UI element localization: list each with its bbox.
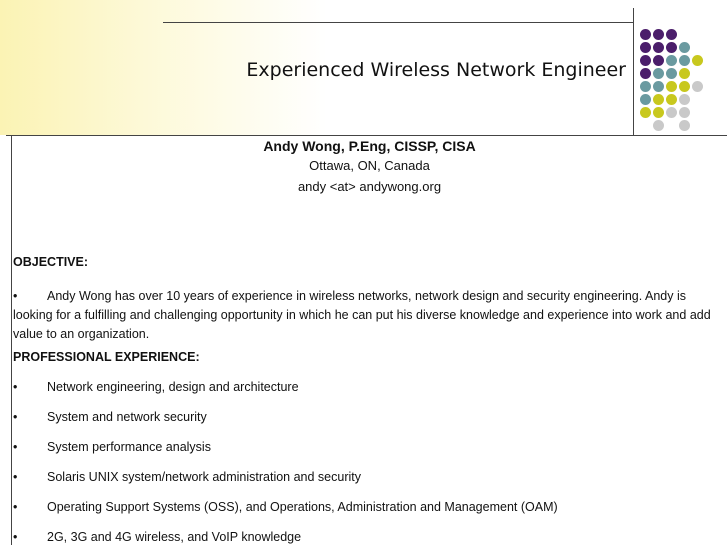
dot [692, 81, 703, 92]
dot [666, 29, 677, 40]
bullet: • [13, 410, 18, 424]
left-margin-rule [11, 135, 12, 545]
dot [653, 94, 664, 105]
dot [679, 94, 690, 105]
dot [653, 107, 664, 118]
bullet: • [13, 500, 18, 514]
dot [653, 120, 664, 131]
dot [640, 94, 651, 105]
dot [679, 42, 690, 53]
dot [640, 42, 651, 53]
banner-title: Experienced Wireless Network Engineer [246, 59, 626, 81]
header-bottom-rule [6, 135, 727, 136]
dot [640, 68, 651, 79]
header-vertical-rule [633, 8, 634, 136]
dot [640, 107, 651, 118]
dot [666, 55, 677, 66]
list-item-text: System and network security [47, 410, 207, 424]
list-item-text: Operating Support Systems (OSS), and Operations, Administration and Management (OAM) [47, 500, 558, 514]
bullet: • [13, 470, 18, 484]
list-item-text: System performance analysis [47, 440, 211, 454]
list-item-text: Network engineering, design and architecture [47, 380, 299, 394]
dot [666, 107, 677, 118]
dot [679, 120, 690, 131]
contact-email: andy <at> andywong.org [297, 179, 442, 194]
dot [666, 81, 677, 92]
objective-text: Andy Wong has over 10 years of experience in wireless networks, network design and security engineering. Andy is looking for a fulfilling and challenging opportunity in which he can put his diverse knowledge and experience into work and add value to an organization. [13, 289, 711, 341]
list-item-text: Solaris UNIX system/network administration and security [47, 470, 362, 484]
dot [640, 81, 651, 92]
dot [679, 68, 690, 79]
header-top-rule [163, 22, 633, 23]
dot [692, 55, 703, 66]
dot [653, 55, 664, 66]
experience-heading: PROFESSIONAL EXPERIENCE: [13, 350, 200, 364]
dot [640, 55, 651, 66]
objective-heading: OBJECTIVE: [13, 255, 89, 269]
dot [679, 81, 690, 92]
dot [679, 55, 690, 66]
bullet: • [13, 440, 18, 454]
dot [666, 42, 677, 53]
dot [653, 81, 664, 92]
dot [653, 68, 664, 79]
dot [653, 29, 664, 40]
list-item-text: 2G, 3G and 4G wireless, and VoIP knowledge [47, 530, 302, 544]
decorative-dot-grid [640, 29, 720, 134]
dot [666, 68, 677, 79]
bullet: • [13, 530, 18, 544]
contact-name: Andy Wong, P.Eng, CISSP, CISA [263, 138, 476, 154]
contact-location: Ottawa, ON, Canada [309, 158, 430, 173]
bullet: • [13, 289, 18, 303]
bullet: • [13, 380, 18, 394]
dot [640, 29, 651, 40]
dot [679, 107, 690, 118]
dot [653, 42, 664, 53]
objective-paragraph [13, 287, 713, 344]
dot [666, 94, 677, 105]
